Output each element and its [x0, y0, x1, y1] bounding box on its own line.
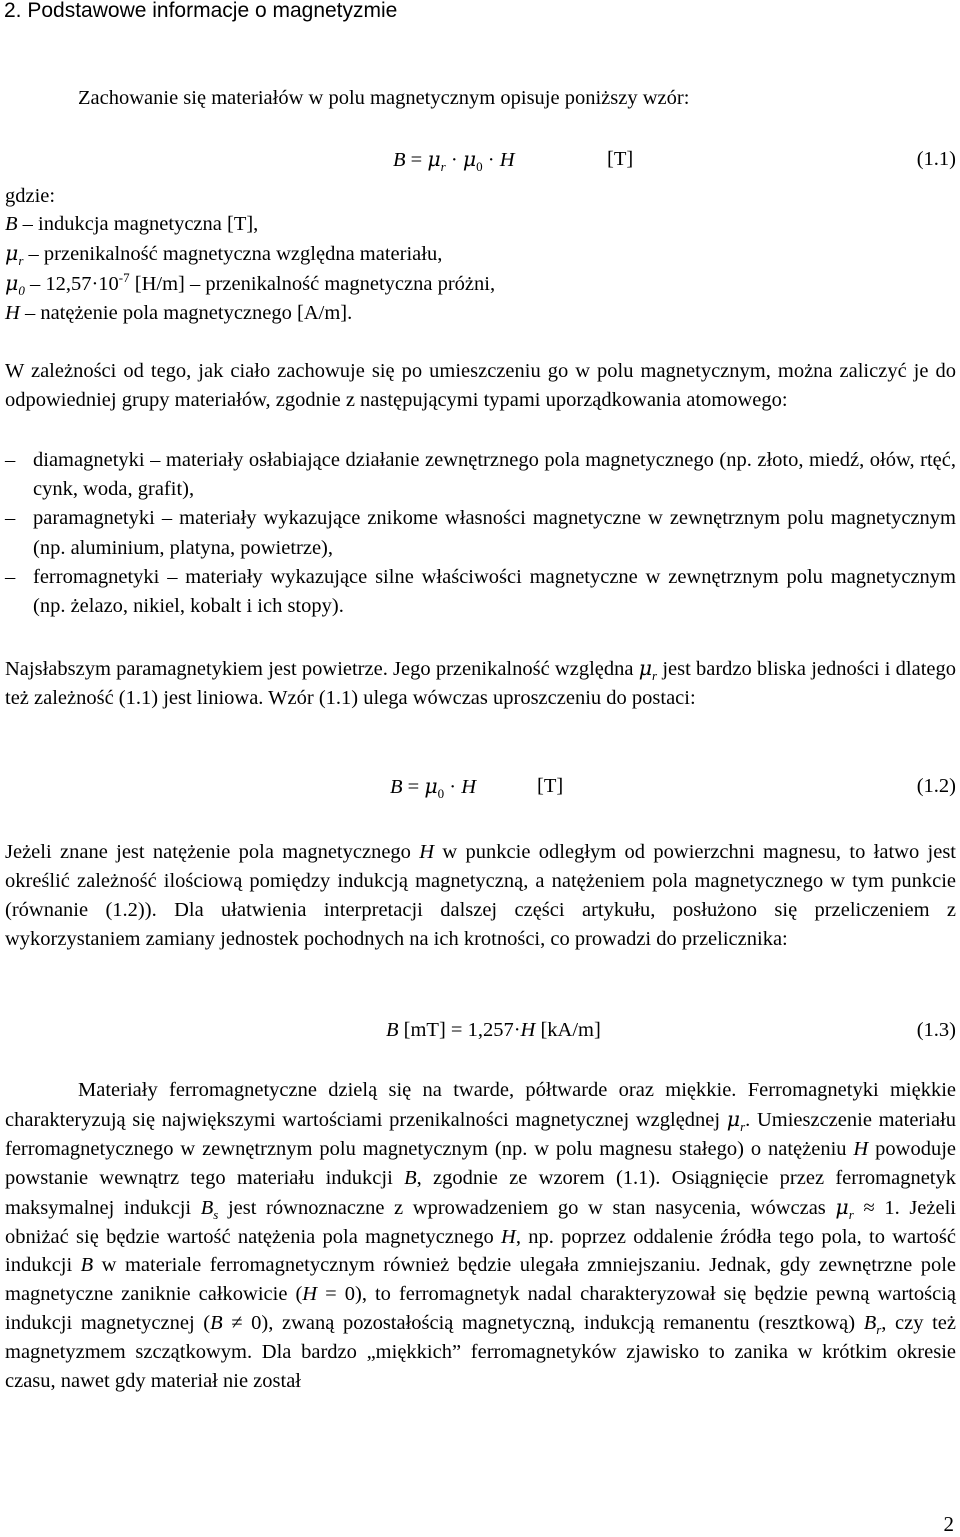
intro-text: Zachowanie się materiałów w polu magnetycznym opisuje poniższy wzór:	[78, 87, 690, 109]
para4-text: jest równoznaczne z wprowadzeniem go w stan nasycenia, wówczas	[218, 1196, 836, 1219]
list-item-text: diamagnetyki – materiały osłabiające działanie zewnętrznego pola magnetycznego (np. złoto, miedź, ołów, rtęć, cynk, woda, grafit),	[33, 449, 956, 501]
where-label: gdzie:	[5, 185, 56, 207]
equation-1-2	[390, 772, 476, 801]
where-mur-mu: μ	[5, 241, 19, 265]
para4-mu-r: μ	[726, 1106, 741, 1131]
para4-mu-r2: μ	[835, 1194, 849, 1219]
where-mur	[5, 239, 442, 268]
para4-text: . Umieszczenie materiału ferromagnetycznego w zewnętrznym polu magnetycznym (np. w polu magnesu stałego) o natężeniu	[5, 1108, 956, 1160]
eq1-mu0: μ	[462, 147, 477, 171]
eq3-B: B	[386, 1019, 399, 1041]
para4-text: , zgodnie ze wzorem (1.1). Osiągnięcie przez ferromagnetyk maksymalnej indukcji	[5, 1166, 956, 1219]
eq2-B: B	[390, 776, 403, 798]
list-dash: –	[5, 507, 16, 530]
where-mu0	[5, 269, 495, 298]
where-mu0-text2: [H/m] – przenikalność magnetyczna próżni,	[129, 273, 496, 295]
paragraph-1: W zależności od tego, jak ciało zachowuje się po umieszczeniu go w polu magnetycznym, można zaliczyć je do odpowiedniej grupy materiałów, zgodnie z następującymi typami uporządkowania atomowego:	[5, 360, 956, 411]
para2-sub: r	[652, 668, 658, 684]
list-item-text: ferromagnetyki – materiały wykazujące silne właściwości magnetyczne w zewnętrznym polu magnetycznym (np. żelazo, nikiel, kobalt i ich stopy).	[33, 565, 956, 618]
eq2-zero: 0	[437, 786, 445, 802]
eq3-text-a: [mT] = 1,257·	[398, 1019, 521, 1041]
eq1-H: H	[499, 149, 515, 171]
where-B	[5, 210, 258, 238]
equation-1-3	[386, 1016, 601, 1044]
list-item-text: paramagnetyki – materiały wykazujące znikome własności magnetyczne w zewnętrznym polu magnetycznym (np. aluminium, platyna, powietrze),	[33, 507, 956, 559]
eq2-equals: =	[402, 776, 425, 798]
para4-text: , np. poprzez oddalenie źródła tego pola, to wartość indukcji	[5, 1225, 956, 1277]
page-number: 2	[943, 1512, 954, 1536]
where-B-sym: B	[5, 213, 18, 235]
para4-text: Materiały ferromagnetyczne dzielą się na twarde, półtwarde oraz miękkie. Ferromagnetyki miękkie charakteryzują się największymi wartościami przenikalności magnetycznej względnej	[5, 1079, 956, 1131]
eq2-H: H	[461, 776, 477, 798]
para4-sub-rr: r	[876, 1322, 882, 1338]
para4-H2: H	[501, 1225, 516, 1248]
eq3-H: H	[520, 1019, 536, 1041]
where-mur-text: – przenikalność magnetyczna względna materiału,	[23, 243, 443, 265]
eq1-B: B	[393, 149, 406, 171]
para2-mu: μ	[638, 656, 653, 680]
where-H	[5, 299, 352, 327]
para4-neq: ≠ 0	[222, 1312, 262, 1335]
para4-sub-r2: r	[848, 1206, 854, 1222]
material-types-list	[5, 446, 956, 621]
paragraph-4	[5, 1076, 956, 1396]
paragraph-2	[5, 654, 956, 713]
eq3-number: (1.3)	[916, 1019, 956, 1041]
para2-text-a: Najsłabszym paramagnetykiem jest powietrze. Jego przenikalność względna	[5, 658, 639, 680]
eq1-mu: μ	[427, 147, 441, 171]
para3-text-b: w punkcie odległym od powierzchni magnesu, to łatwo jest określić zależność ilościową pomiędzy indukcją magnetyczną, a natężeniem pola magnetycznego w tym punkcie (równanie (1.2)). Dla ułatwienia interpretacji dalszej części artykułu, posłużono się przeliczeniem z wykorzystaniem zamiany jednostek pochodnych na ich krotności, co prowadzi do przelicznika:	[5, 841, 957, 950]
para4-sub-s: s	[213, 1206, 219, 1222]
para4-sub-r: r	[740, 1119, 746, 1134]
para4-B3: B	[210, 1312, 223, 1335]
para4-B2: B	[80, 1254, 94, 1277]
para2-text-b: jest bardzo bliska jedności i dlatego też zależność (1.1) jest liniowa. Wzór (1.1) ulega wówczas uproszczeniu do postaci:	[5, 658, 957, 709]
eq1-zero: 0	[476, 159, 483, 175]
eq2-number: (1.2)	[916, 775, 956, 797]
eq1-dot1: ·	[445, 149, 463, 171]
eq3-text-b: [kA/m]	[535, 1019, 601, 1041]
eq2-unit: [T]	[537, 775, 564, 797]
where-mu0-mu: μ	[5, 271, 19, 295]
where-mu0-exp: -7	[118, 270, 130, 286]
eq1-number: (1.1)	[916, 148, 956, 170]
para3-H: H	[419, 841, 435, 863]
list-dash: –	[5, 449, 16, 471]
eq2-dot: ·	[444, 776, 462, 798]
eq1-dot2: ·	[482, 149, 500, 171]
eq1-unit: [T]	[607, 148, 634, 170]
para4-text: powoduje powstanie wewnątrz tego materiału indukcji	[5, 1137, 956, 1189]
list-item-diamagnetics	[5, 446, 956, 504]
list-dash: –	[5, 565, 16, 588]
where-mu0-sub: 0	[18, 283, 25, 299]
eq1-equals: =	[405, 149, 428, 171]
section-heading: 2. Podstawowe informacje o magnetyzmie	[4, 0, 398, 22]
where-mu0-text1: – 12,57·10	[24, 273, 119, 295]
list-item-paramagnetics	[5, 504, 956, 562]
para3-text-a: Jeżeli znane jest natężenie pola magnetycznego	[5, 841, 420, 863]
eq1-r: r	[440, 159, 446, 175]
para4-H3: H	[302, 1283, 318, 1306]
eq2-mu: μ	[424, 774, 438, 798]
para4-text: ), zwaną pozostałością magnetyczną, indukcją remanentu (resztkową)	[261, 1312, 864, 1335]
where-H-sym: H	[5, 302, 20, 324]
para4-Br: B	[863, 1312, 877, 1335]
equation-1-1	[393, 145, 515, 174]
where-H-text: – natężenie pola magnetycznego [A/m].	[19, 302, 353, 324]
where-B-text: – indukcja magnetyczna [T],	[17, 213, 259, 235]
para4-B: B	[404, 1166, 417, 1189]
para4-approx: ≈ 1	[853, 1196, 895, 1219]
para4-Bs: B	[200, 1196, 214, 1219]
para4-text: = 0), to ferromagnetyk nadal charakteryzował się będzie pewną wartością indukcji magnetycznej (	[5, 1283, 956, 1335]
where-mur-sub: r	[18, 253, 24, 269]
para4-text: . Jeżeli obniżać się będzie wartość natężenia pola magnetycznego	[5, 1196, 956, 1248]
para4-text: , czy też magnetyzmem szczątkowym. Dla bardzo „miękkich” ferromagnetyków zjawisko to zanika w krótkim okresie czasu, nawet gdy materiał nie został	[5, 1312, 957, 1393]
paragraph-3	[5, 838, 956, 954]
para4-H: H	[853, 1137, 869, 1160]
para4-text: w materiale ferromagnetycznym również będzie ulegała zmniejszaniu. Jednak, gdy zewnętrzne pole magnetyczne zaniknie całkowicie (	[5, 1254, 956, 1306]
list-item-ferromagnetics	[5, 563, 956, 621]
